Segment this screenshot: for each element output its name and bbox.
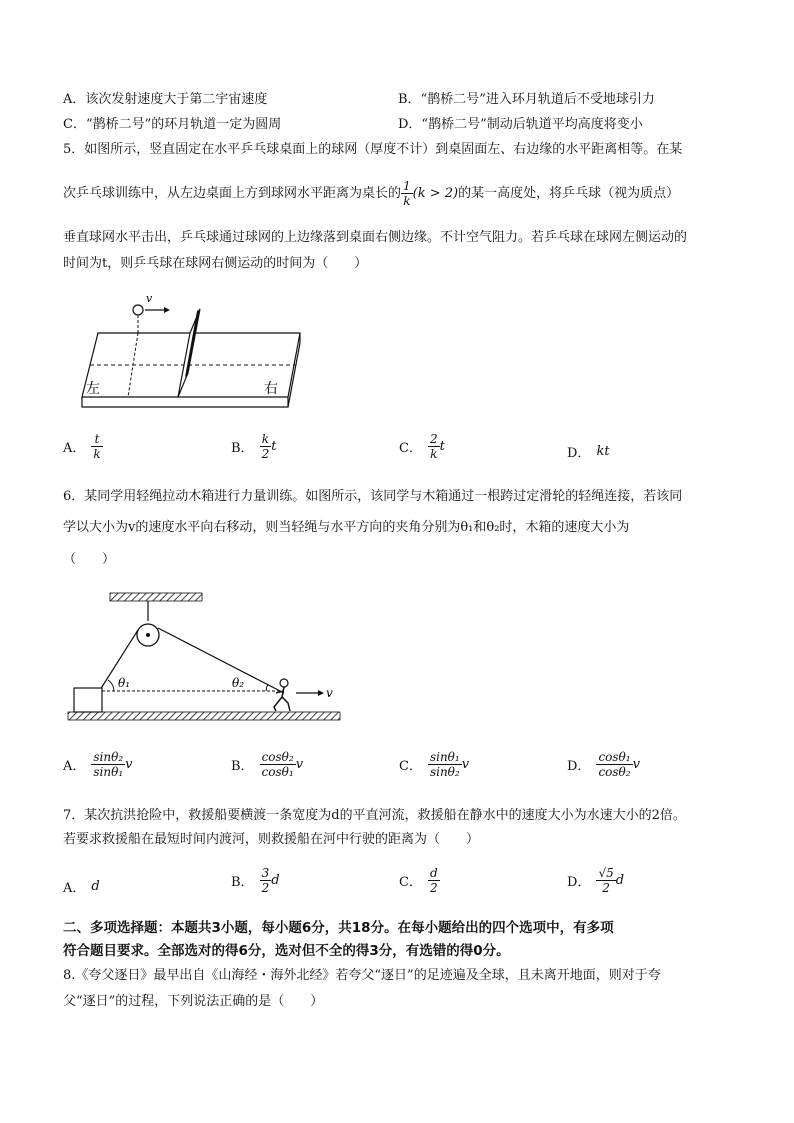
q6-fig-theta2: θ₂ bbox=[232, 676, 245, 690]
q5-line1: 5．如图所示，竖直固定在水平乒乓球桌面上的球网（厚度不计）到桌固面左、右边缘的水平距离相等。在某 bbox=[63, 142, 683, 157]
q6-option-a-den: sinθ₁ bbox=[93, 765, 124, 779]
q6-option-c-frac bbox=[428, 750, 462, 779]
q4-option-a: A．该次发射速度大于第二宇宙速度 bbox=[63, 92, 268, 107]
section2-line2: 符合题目要求。全部选对的得6分，选对但不全的得3分，有选错的得0分。 bbox=[63, 943, 510, 959]
q6-option-b-den: cosθ₁ bbox=[261, 765, 294, 779]
q5-fig-left-label: 左 bbox=[86, 381, 100, 397]
q5-option-a-num: t bbox=[91, 432, 102, 447]
q5-option-c-frac bbox=[428, 432, 440, 461]
q6-option-b bbox=[231, 750, 303, 779]
q5-fraction bbox=[401, 179, 413, 208]
q6-line2: 学以大小为v的速度水平向右移动，则当轻绳与水平方向的夹角分别为θ₁和θ₂时，木箱的速度大小为 bbox=[63, 520, 630, 535]
q6-option-a-label: A． bbox=[63, 759, 86, 774]
box bbox=[74, 688, 102, 712]
q7-option-b bbox=[231, 866, 280, 895]
ball-icon bbox=[133, 305, 143, 315]
q4-option-c: C．“鹊桥二号”的环月轨道一定为圆周 bbox=[63, 117, 282, 132]
person-icon bbox=[280, 679, 288, 687]
q5-line2 bbox=[63, 176, 679, 212]
q6-option-b-suffix: v bbox=[295, 757, 304, 772]
q7-option-c-num: d bbox=[429, 866, 438, 880]
q7-option-d bbox=[567, 866, 624, 895]
q7-option-d-num: √5 bbox=[598, 866, 614, 880]
q6-option-d-suffix: v bbox=[632, 757, 640, 772]
q6-fig-v: v bbox=[326, 686, 333, 700]
q5-option-c bbox=[399, 432, 445, 461]
q6-option-c-num: sinθ₁ bbox=[429, 750, 460, 764]
q4-option-b: B．“鹊桥二号”进入环月轨道后不受地球引力 bbox=[398, 92, 655, 107]
q6-option-c-suffix: v bbox=[461, 757, 470, 772]
q7-option-c bbox=[399, 866, 440, 895]
q5-option-b-den: 2 bbox=[261, 447, 270, 461]
q5-option-b-num: k bbox=[260, 432, 272, 447]
q5-option-a bbox=[63, 432, 103, 461]
q7-option-b-suffix: d bbox=[271, 873, 280, 888]
q5-option-b-suffix: t bbox=[271, 439, 277, 454]
q7-option-a bbox=[63, 877, 100, 896]
q5-option-a-frac bbox=[91, 432, 102, 461]
q5-option-c-num: 2 bbox=[429, 432, 438, 446]
q7-option-a-label: A． bbox=[63, 881, 86, 896]
q6-option-a-frac bbox=[91, 750, 125, 779]
q5-fig-right-label: 右 bbox=[264, 381, 278, 397]
q6-option-d-frac bbox=[596, 750, 632, 779]
q5-option-b-label: B． bbox=[231, 441, 254, 456]
q6-option-d-num: cosθ₁ bbox=[598, 750, 631, 764]
ceiling bbox=[110, 593, 202, 601]
q7-option-c-frac bbox=[428, 866, 440, 895]
q5-line4: 时间为t，则乒乓球在球网右侧运动的时间为（ ） bbox=[63, 256, 368, 271]
q7-line1: 7．某次抗洪抢险中，救援船要横渡一条宽度为d的平直河流，救援船在静水中的速度大小为水速大小的2倍。 bbox=[63, 808, 686, 823]
q7-option-b-label: B． bbox=[231, 875, 254, 890]
q5-option-a-den: k bbox=[93, 447, 101, 461]
q5-line2-pre: 次乒乓球训练中，从左边桌面上方到球网水平距离为桌长的 bbox=[63, 186, 402, 201]
q5-option-c-suffix: t bbox=[439, 439, 445, 454]
q6-figure-pulley bbox=[62, 585, 352, 725]
q6-option-b-frac bbox=[260, 750, 296, 779]
q7-option-d-label: D． bbox=[567, 875, 591, 890]
q5-condition: (k > 2) bbox=[412, 186, 459, 201]
q6-option-b-label: B． bbox=[231, 759, 254, 774]
q5-option-d-label: D． bbox=[567, 446, 591, 461]
q5-fig-v: v bbox=[146, 292, 153, 305]
q7-option-a-text: d bbox=[91, 879, 100, 894]
q6-option-a-suffix: v bbox=[125, 757, 133, 772]
q8-line2: 父“逐日”的过程，下列说法正确的是（ ） bbox=[63, 994, 324, 1009]
q5-option-b-frac bbox=[260, 432, 272, 461]
q7-option-c-den: 2 bbox=[429, 881, 438, 895]
q6-fig-theta1: θ₁ bbox=[118, 676, 131, 690]
q7-option-b-frac bbox=[260, 866, 272, 895]
q5-option-d-text: kt bbox=[596, 444, 610, 459]
q6-option-d-den: cosθ₂ bbox=[598, 765, 631, 779]
q4-option-d: D．“鹊桥二号”制动后轨道平均高度将变小 bbox=[398, 117, 643, 132]
q5-option-a-label: A． bbox=[63, 441, 86, 456]
q7-option-d-frac bbox=[596, 866, 615, 895]
q6-option-b-num: cosθ₂ bbox=[261, 750, 294, 764]
q6-option-a-num: sinθ₂ bbox=[93, 750, 124, 764]
floor bbox=[68, 712, 340, 720]
q8-line1: 8.《夸父逐日》最早出自《山海经・海外北经》若夸父“逐日”的足迹遍及全球，且未离开地面，则对于夸 bbox=[63, 968, 661, 983]
q5-fraction-num: 1 bbox=[403, 179, 411, 193]
q6-option-d-label: D． bbox=[567, 759, 591, 774]
q7-line2: 若要求救援船在最短时间内渡河，则救援船在河中行驶的距离为（ ） bbox=[63, 832, 480, 847]
q5-line2-post: 的某一高度处，将乒乓球（视为质点） bbox=[458, 186, 680, 201]
q6-option-d bbox=[567, 750, 640, 779]
q6-line3: （ ） bbox=[63, 552, 116, 567]
section2-line1: 二、多项选择题：本题共3小题，每小题6分，共18分。在每小题给出的四个选项中，有多项 bbox=[63, 920, 614, 936]
q5-figure-table bbox=[60, 285, 320, 415]
q7-option-d-suffix: d bbox=[615, 873, 625, 888]
q5-option-c-den: k bbox=[430, 447, 438, 461]
q5-fraction-den: k bbox=[403, 194, 411, 208]
q5-line3: 垂直球网水平击出，乒乓球通过球网的上边缘落到桌面右侧边缘。不计空气阻力。若乒乓球在球网左侧运动的 bbox=[63, 230, 688, 245]
q5-option-c-label: C． bbox=[399, 441, 422, 456]
q7-option-b-num: 3 bbox=[261, 866, 270, 880]
q6-option-c-den: sinθ₂ bbox=[429, 765, 460, 779]
q5-option-d bbox=[567, 442, 610, 461]
q6-option-a bbox=[63, 750, 133, 779]
q7-option-d-den: 2 bbox=[602, 881, 610, 895]
q6-option-c-label: C． bbox=[399, 759, 422, 774]
q6-line1: 6．某同学用轻绳拉动木箱进行力量训练。如图所示，该同学与木箱通过一根跨过定滑轮的轻绳连接，若该同 bbox=[63, 489, 683, 504]
q5-option-b bbox=[231, 432, 276, 461]
q6-option-c bbox=[399, 750, 469, 779]
q7-option-c-label: C． bbox=[399, 875, 422, 890]
q7-option-b-den: 2 bbox=[261, 881, 270, 895]
